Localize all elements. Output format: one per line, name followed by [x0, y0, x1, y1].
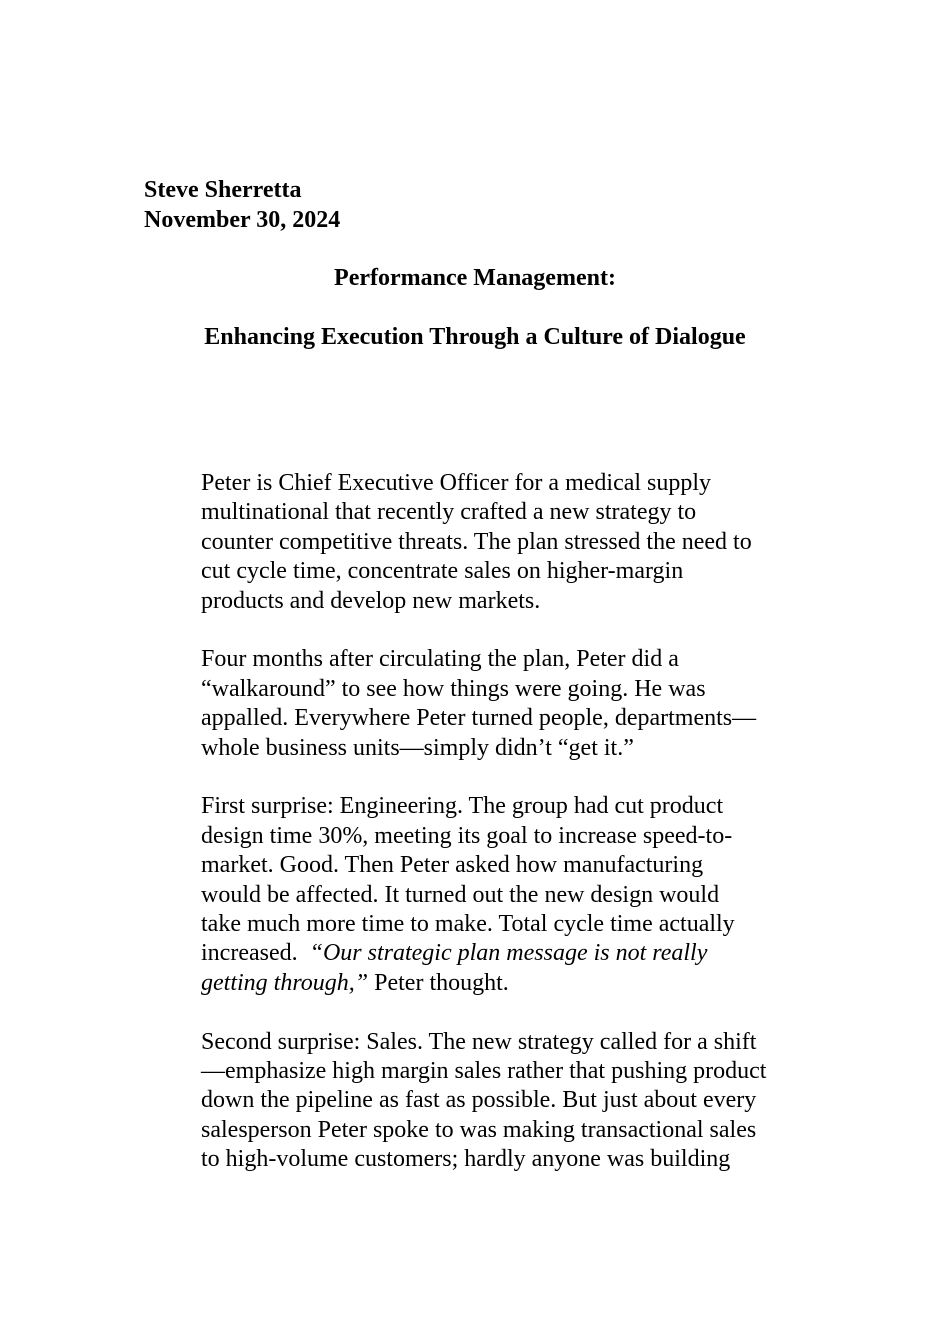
text-line: “walkaround” to see how things were going. He was	[201, 675, 706, 702]
text-line: Peter is Chief Executive Officer for a medical supply	[201, 470, 712, 496]
document-title: Performance Management:	[334, 265, 616, 291]
text-run: Peter thought.	[368, 969, 509, 996]
document-subtitle: Enhancing Execution Through a Culture of Dialogue	[204, 324, 746, 350]
text-run: increased.	[201, 940, 310, 967]
text-line: First surprise: Engineering. The group had cut product	[201, 793, 724, 820]
text-line: salesperson Peter spoke to was making transactional sales	[201, 1116, 757, 1143]
paragraph-4	[201, 1028, 811, 1175]
text-line: would be affected. It turned out the new design would	[201, 881, 720, 908]
text-line: market. Good. Then Peter asked how manufacturing	[201, 852, 704, 879]
text-line: Second surprise: Sales. The new strategy called for a shift	[201, 1028, 757, 1055]
text-line: cut cycle time, concentrate sales on higher-margin	[201, 558, 684, 585]
text-line-mixed	[201, 939, 811, 968]
text-line: —emphasize high margin sales rather that pushing product	[201, 1058, 767, 1085]
italic-quote: getting through,”	[201, 969, 369, 996]
paragraph-3	[201, 792, 811, 998]
paragraph-2	[201, 645, 811, 763]
document-date: November 30, 2024	[144, 207, 341, 233]
text-line: take much more time to make. Total cycle time actually	[201, 911, 735, 938]
text-line: multinational that recently crafted a new strategy to	[201, 499, 697, 526]
text-line: appalled. Everywhere Peter turned people, departments—	[201, 705, 757, 732]
author-block	[144, 175, 340, 235]
document-body	[201, 469, 811, 1204]
text-line: to high-volume customers; hardly anyone was building	[201, 1146, 731, 1173]
text-line: design time 30%, meeting its goal to increase speed-to-	[201, 822, 733, 849]
text-line: products and develop new markets.	[201, 587, 541, 614]
author-name: Steve Sherretta	[144, 177, 302, 203]
text-line-mixed	[201, 969, 811, 998]
text-line: Four months after circulating the plan, Peter did a	[201, 646, 679, 673]
text-line: whole business units—simply didn’t “get it.”	[201, 734, 634, 761]
text-line: counter competitive threats. The plan stressed the need to	[201, 528, 752, 555]
italic-quote: “Our strategic plan message is not really	[309, 940, 708, 967]
text-line: down the pipeline as fast as possible. But just about every	[201, 1087, 757, 1114]
paragraph-1	[201, 469, 811, 616]
